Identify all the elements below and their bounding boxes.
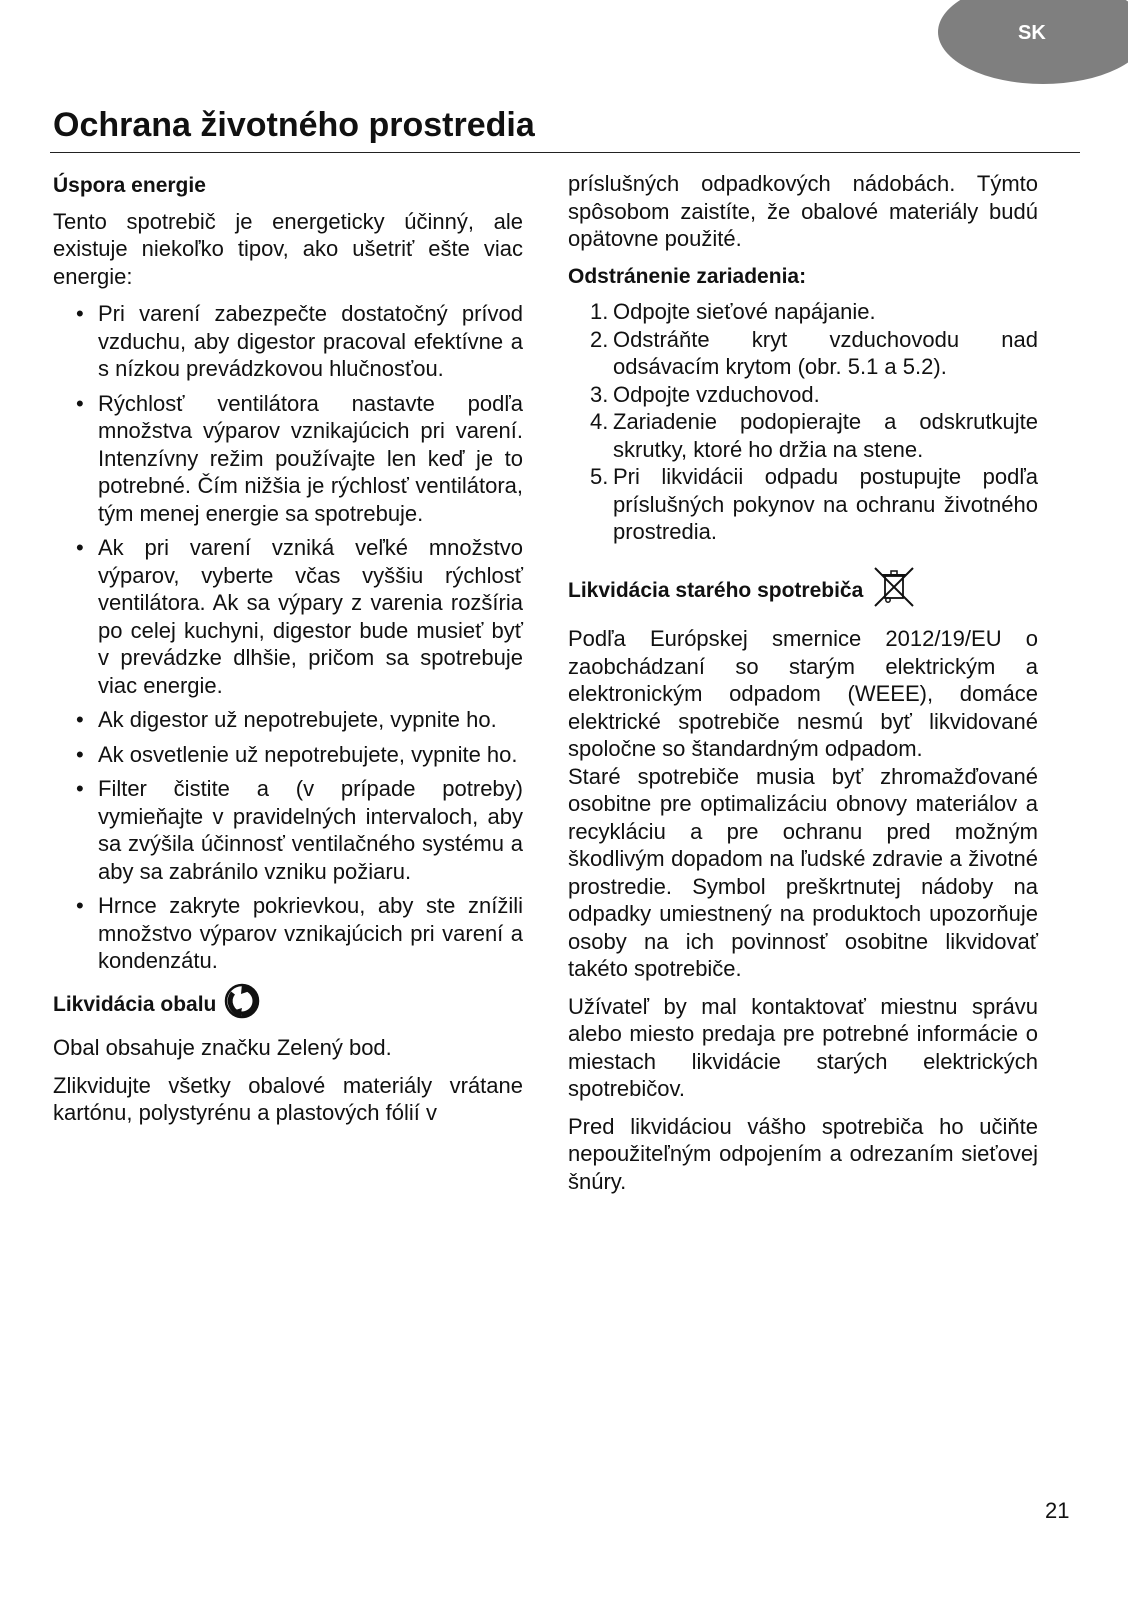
tip-item: • Rýchlosť ventilátora nastavte podľa množstva výparov vznikajúcich pri varení. Intenzívny režim používajte len keď je to potrebné. Čím nižšia je rýchlosť ventilátora, tým menej energie sa spotrebuje.	[53, 390, 523, 528]
step-number: 2.	[590, 326, 609, 352]
tip-item: • Ak digestor už nepotrebujete, vypnite ho.	[53, 706, 523, 734]
disposal-heading: Likvidácia starého spotrebiča	[568, 564, 1038, 618]
title-divider	[50, 152, 1080, 153]
removal-heading: Odstránenie zariadenia:	[568, 264, 807, 288]
disposal-text-2: Staré spotrebiče musia byť zhromažďované osobitne pre optimalizáciu obnovy materiálov a recykláciu a pre ochranu pred možným škodlivým dopadom na ľudské zdravie a životné prostredie. Symbol preškrtnutej nádoby na odpadky umiestnený na produktoch upozorňuje osoby na ich povinnosť osobitne likvidovať takéto spotrebiče.	[568, 763, 1038, 981]
step-item	[568, 463, 1038, 546]
left-column	[53, 172, 523, 1137]
packaging-text-2: Zlikvidujte všetky obalové materiály vrátane kartónu, polystyrénu a plastových fólií v	[53, 1072, 523, 1125]
step-number: 3.	[590, 381, 609, 407]
disposal-text-4: Pred likvidáciou vášho spotrebiča ho učiňte nepoužiteľným odpojením a odrezaním sieťovej šnúry.	[568, 1113, 1038, 1194]
step-number: 1.	[590, 299, 609, 324]
tip-item: • Pri varení zabezpečte dostatočný prívod vzduchu, aby digestor pracoval efektívne a s nízkou prevádzkovou hlučnosťou.	[53, 300, 523, 383]
step-number: 5.	[590, 464, 609, 489]
language-tab	[938, 0, 1128, 84]
disposal-text-1: Podľa Európskej smernice 2012/19/EU o zaobchádzaní so starým elektrickým a elektronickým odpadom (WEEE), domáce elektrické spotrebiče nesmú byť likvidované spoločne so štandardným odpadom.	[568, 626, 1038, 761]
step-text: Odpojte vzduchovod.	[613, 381, 820, 407]
page-title: Ochrana životného prostredia	[53, 106, 535, 144]
packaging-text-1: Obal obsahuje značku Zelený bod.	[53, 1035, 392, 1060]
step-text: Pri likvidácii odpadu postupujte podľa príslušných pokynov na ochranu životného prostredia.	[613, 464, 1038, 544]
green-dot-icon	[224, 983, 260, 1027]
language-label: SK	[1018, 22, 1046, 44]
crossed-out-bin-icon	[871, 564, 917, 618]
step-item	[568, 408, 1038, 463]
energy-heading: Úspora energie	[53, 174, 206, 197]
step-text: Zariadenie podopierajte a odskrutkujte skrutky, ktoré ho držia na stene.	[613, 409, 1038, 462]
disposal-text-3: Užívateľ by mal kontaktovať miestnu správu alebo miesto predaja pre potrebné informácie o miestach likvidácie starých elektrických spotrebičov.	[568, 993, 1038, 1101]
tip-item: • Ak osvetlenie už nepotrebujete, vypnite ho.	[53, 741, 523, 769]
tip-item: • Ak pri varení vzniká veľké množstvo výparov, vyberte včas vyššiu rýchlosť ventilátora. Ak sa výpary z varenia rozšíria po celej kuchyni, digestor bude musieť byť v prevádzke dlhšie, pričom sa spotrebuje viac energie.	[53, 534, 523, 699]
energy-tips-list	[53, 300, 523, 975]
step-item	[568, 326, 1038, 381]
removal-steps-list	[568, 298, 1038, 546]
right-column	[568, 170, 1038, 1205]
packaging-heading: Likvidácia obalu	[53, 983, 523, 1027]
step-text: Odstráňte kryt vzduchovodu nad odsávacím krytom (obr. 5.1 a 5.2).	[613, 326, 1038, 379]
step-item	[568, 381, 1038, 409]
tip-item: • Filter čistite a (v prípade potreby) vymieňajte v pravidelných intervaloch, aby sa zvýšila účinnosť ventilačného systému a aby sa zabránilo vzniku požiaru.	[53, 775, 523, 885]
tip-item: • Hrnce zakryte pokrievkou, aby ste znížili množstvo výparov vznikajúcich pri varení a kondenzátu.	[53, 892, 523, 975]
step-number: 4.	[590, 409, 609, 434]
step-item	[568, 298, 1038, 326]
step-text: Odpojte sieťové napájanie.	[613, 299, 876, 324]
packaging-text-continued: príslušných odpadkových nádobách. Týmto spôsobom zaistíte, že obalové materiály budú opätovne použité.	[568, 171, 1038, 251]
energy-intro: Tento spotrebič je energeticky účinný, ale existuje niekoľko tipov, ako ušetriť ešte viac energie:	[53, 208, 523, 289]
page-number: 21	[1045, 1498, 1070, 1523]
